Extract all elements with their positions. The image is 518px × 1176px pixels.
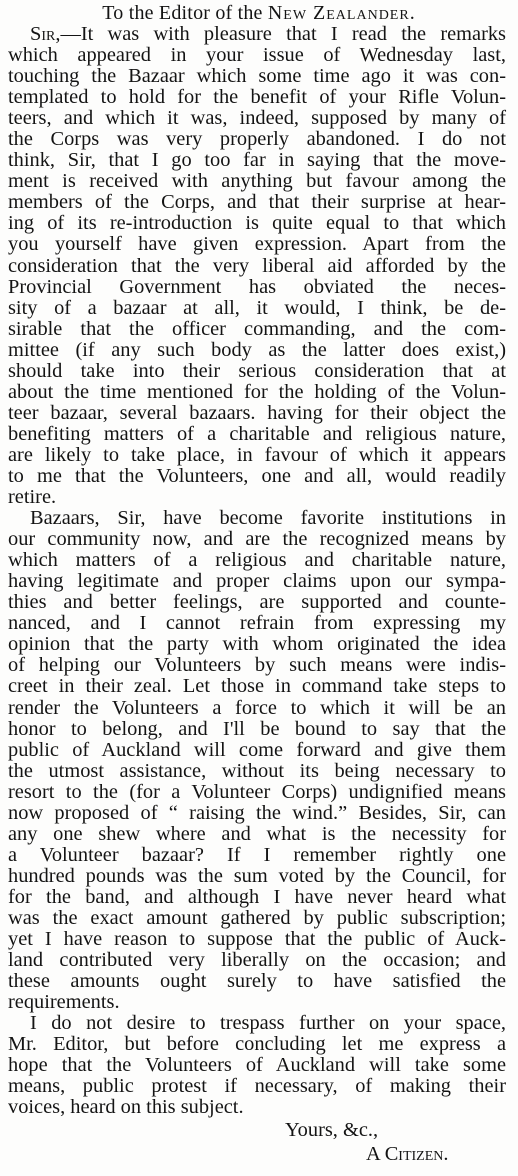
line-text: should take into their serious consideration that at [8, 359, 506, 382]
line-text: ment is received with anything but favour among the [8, 170, 506, 193]
text-line [8, 487, 506, 508]
line-text: hope that the Volunteers of Auckland will take some [8, 1054, 506, 1077]
text-line [8, 866, 506, 887]
line-text: —It was with pleasure that I read the remarks [60, 23, 506, 45]
text-line [8, 361, 506, 382]
text-line [8, 298, 506, 319]
text-line [8, 66, 506, 87]
text-line [8, 1076, 506, 1097]
text-line [8, 950, 506, 971]
line-text: nanced, and I cannot refrain from expressing my [8, 612, 506, 635]
text-line [8, 171, 506, 192]
text-line [8, 761, 506, 782]
letter-body [8, 24, 506, 1118]
text-line [8, 529, 506, 550]
text-line [8, 24, 506, 45]
text-line [8, 508, 506, 529]
text-line [8, 971, 506, 992]
paragraph [8, 508, 506, 1013]
line-text: about the time mentioned for the holding of the Volun- [8, 380, 506, 403]
line-text: teers, and which it was, indeed, supposed by many of [8, 107, 506, 130]
line-text: sirable that the officer commanding, and the com- [8, 317, 506, 340]
text-line [8, 719, 506, 740]
text-line [8, 613, 506, 634]
line-text: a Volunteer bazaar? If I remember rightly one [8, 843, 506, 866]
line-text: ing of its re-introduction is quite equal to that which [8, 212, 506, 235]
line-text: requirements. [8, 991, 120, 1014]
text-line [8, 845, 506, 866]
text-line [8, 676, 506, 697]
text-line [8, 424, 506, 445]
text-line [8, 213, 506, 234]
text-line [8, 234, 506, 255]
signature: A Citizen. [366, 1143, 449, 1165]
line-text: Mr. Editor, but before concluding let me express a [8, 1033, 506, 1056]
line-text: creet in their zeal. Let those in command take steps to [8, 675, 506, 698]
line-text: touching the Bazaar which some time ago it was con- [8, 65, 506, 88]
text-line [8, 655, 506, 676]
line-text: benefiting matters of a charitable and religious nature, [8, 422, 506, 445]
text-line [8, 592, 506, 613]
text-line [8, 45, 506, 66]
valediction: Yours, &c., [285, 1119, 379, 1141]
line-text: now proposed of “ raising the wind.” Besides, Sir, can [8, 801, 506, 824]
text-line [8, 992, 506, 1013]
line-text: which matters of a religious and charitable nature, [8, 549, 506, 572]
line-text: any one shew where and what is the necessity for [8, 822, 506, 845]
text-line [8, 87, 506, 108]
text-line [8, 319, 506, 340]
line-text: consideration that the very liberal aid afforded by the [8, 254, 506, 277]
line-text: land contributed very liberally on the occasion; and [8, 949, 506, 972]
text-line [8, 256, 506, 277]
text-line [8, 929, 506, 950]
line-text: means, public protest if necessary, of making their [8, 1075, 506, 1098]
line-text: of helping our Volunteers by such means were indis- [8, 654, 506, 677]
text-line [8, 782, 506, 803]
line-text: mittee (if any such body as the latter does exist,) [8, 338, 506, 361]
line-text: Bazaars, Sir, have become favorite institutions in [30, 507, 506, 530]
text-line [8, 382, 506, 403]
text-line [8, 887, 506, 908]
line-text: hundred pounds was the sum voted by the Council, for [8, 864, 506, 887]
line-text: Provincial Government has obviated the neces- [8, 275, 506, 298]
text-line [8, 1097, 506, 1118]
text-line [8, 466, 506, 487]
text-line [8, 550, 506, 571]
text-line [8, 740, 506, 761]
line-text: to me that the Volunteers, one and all, would readily [8, 464, 506, 487]
line-text: these amounts ought surely to have satisfied the [8, 970, 506, 993]
line-text: templated to hold for the benefit of your Rifle Volun- [8, 86, 506, 109]
line-text: voices, heard on this subject. [8, 1096, 244, 1119]
text-line [8, 445, 506, 466]
line-text: thies and better feelings, are supported and counte- [8, 591, 506, 614]
text-line [8, 277, 506, 298]
text-line [8, 403, 506, 424]
line-text: sity of a bazaar at all, it would, I think, be de- [8, 296, 506, 319]
line-text: the utmost assistance, without its being necessary to [8, 759, 506, 782]
line-text: the Corps was very properly abandoned. I do not [8, 128, 506, 151]
salutation: Sir, [30, 23, 61, 45]
text-line [8, 803, 506, 824]
text-line [8, 908, 506, 929]
line-text: honor to belong, and I'll be bound to say that the [8, 717, 506, 740]
heading-prefix: To the Editor of the [102, 2, 268, 24]
line-text: are likely to take place, in favour of which it appears [8, 443, 506, 466]
text-line [8, 150, 506, 171]
line-text: teer bazaar, several bazaars. having for their object the [8, 401, 506, 424]
line-text: think, Sir, that I go too far in saying that the move- [8, 149, 506, 172]
text-line [8, 108, 506, 129]
text-line [8, 824, 506, 845]
newspaper-name: New Zealander. [267, 2, 416, 24]
line-text: public of Auckland will come forward and give them [8, 738, 506, 761]
line-text: yet I have reason to suppose that the public of Auck- [8, 928, 506, 951]
text-line [8, 698, 506, 719]
paragraph [8, 24, 506, 508]
line-text: which appeared in your issue of Wednesday last, [8, 44, 506, 67]
text-line [8, 1034, 506, 1055]
line-text: retire. [8, 486, 57, 509]
line-text: members of the Corps, and that their surprise at hear- [8, 191, 506, 214]
paragraph [8, 1013, 506, 1118]
line-text: having legitimate and proper claims upon our sympa- [8, 570, 506, 593]
text-line [8, 1055, 506, 1076]
line-text: I do not desire to trespass further on your space, [30, 1012, 506, 1035]
letter-heading [0, 2, 518, 24]
text-line [8, 634, 506, 655]
text-line [8, 340, 506, 361]
line-text: for the band, and although I have never heard what [8, 885, 506, 908]
line-text: render the Volunteers a force to which it will be an [8, 696, 506, 719]
text-line [8, 571, 506, 592]
line-text: you yourself have given expression. Apart from the [8, 233, 506, 256]
text-line [8, 129, 506, 150]
text-line [8, 1013, 506, 1034]
line-text: was the exact amount gathered by public subscription; [8, 906, 506, 929]
line-text: resort to the (for a Volunteer Corps) undignified means [8, 780, 506, 803]
line-text: our community now, and are the recognized means by [8, 528, 506, 551]
text-line [8, 192, 506, 213]
line-text: opinion that the party with whom originated the idea [8, 633, 506, 656]
